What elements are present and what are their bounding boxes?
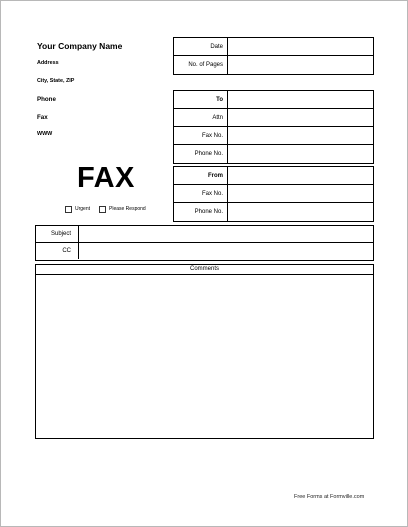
sender-table [173, 166, 374, 222]
from-phone-label: Phone No. [174, 203, 228, 221]
to-fax-row [174, 127, 373, 145]
attn-label: Attn [174, 109, 228, 126]
company-phone-label: Phone [37, 96, 56, 103]
from-phone-field[interactable] [228, 203, 373, 221]
checkbox-box[interactable] [65, 206, 72, 213]
subject-label: Subject [36, 226, 79, 242]
please-respond-checkbox[interactable] [99, 205, 146, 213]
pages-row [174, 56, 373, 74]
cc-row [36, 243, 373, 260]
from-fax-field[interactable] [228, 185, 373, 202]
footer-credit: Free Forms at Formville.com [294, 494, 365, 500]
to-label: To [174, 91, 228, 108]
to-fax-field[interactable] [228, 127, 373, 144]
date-row [174, 38, 373, 56]
checkbox-box[interactable] [99, 206, 106, 213]
to-field[interactable] [228, 91, 373, 108]
attn-row [174, 109, 373, 127]
date-pages-table [173, 37, 374, 75]
urgent-label: Urgent [75, 206, 91, 212]
from-phone-row [174, 203, 373, 221]
from-row [174, 167, 373, 185]
date-label: Date [174, 38, 228, 55]
to-phone-field[interactable] [228, 145, 373, 163]
from-fax-row [174, 185, 373, 203]
company-city-state-zip: City, State, ZIP [37, 78, 75, 84]
from-fax-label: Fax No. [174, 185, 228, 202]
subject-row [36, 226, 373, 243]
fax-title: FAX [77, 162, 135, 194]
cc-label: CC [36, 243, 79, 260]
company-address: Address [37, 60, 59, 66]
to-row [174, 91, 373, 109]
subject-field[interactable] [79, 226, 373, 242]
please-respond-label: Please Respond [109, 206, 146, 212]
cc-field[interactable] [79, 243, 373, 260]
date-field[interactable] [228, 38, 373, 55]
to-phone-label: Phone No. [174, 145, 228, 163]
recipient-table [173, 90, 374, 164]
from-field[interactable] [228, 167, 373, 184]
from-label: From [174, 167, 228, 184]
urgent-checkbox[interactable] [65, 205, 90, 213]
pages-label: No. of Pages [174, 56, 228, 74]
to-phone-row [174, 145, 373, 163]
company-name: Your Company Name [37, 41, 123, 51]
comments-field[interactable] [36, 275, 373, 436]
pages-field[interactable] [228, 56, 373, 74]
to-fax-label: Fax No. [174, 127, 228, 144]
attn-field[interactable] [228, 109, 373, 126]
comments-box [35, 264, 374, 439]
comments-label: Comments [36, 265, 373, 275]
subject-table [35, 225, 374, 261]
company-fax-label: Fax [37, 114, 48, 121]
company-www-label: WWW [37, 131, 53, 137]
